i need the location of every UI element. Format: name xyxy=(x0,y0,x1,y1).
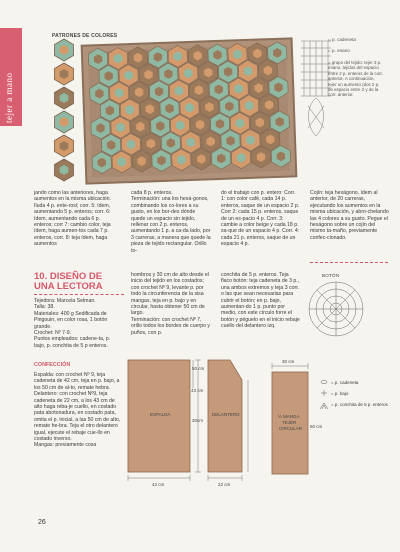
dim-43: 43 cm xyxy=(191,388,204,393)
delantero-label: DELANTERO xyxy=(212,412,240,417)
manga-label-1: ½ MANGA xyxy=(278,414,300,419)
section-tab xyxy=(0,28,22,126)
dim-42: 42 cm xyxy=(152,482,165,487)
hexagon-swatches xyxy=(50,40,80,190)
legend-enano: = p. enano xyxy=(328,48,350,53)
dim-30-top: 30 cm xyxy=(282,359,295,364)
top-text-col2: cada 8 p. enteros. Terminación: una los hexá-gonos, combinando los co-lores a su gusto, en los bor-des dónde quede un espacio sin tejido, rellenar con 2 p. enteros, aumentando 1 p. a ca-da lado, por 3 carreras, a manera que quede la pieza de tejido rectangular. Orillo to- xyxy=(131,190,211,254)
blanket-illustration xyxy=(80,36,298,186)
section-tab-label: tejer a mano xyxy=(4,72,14,123)
top-text-col3: do el trabajo con p. entero: Corr. 1: con color café, cada 14 p. enteros, saque de un espacio 2 p. Corr 2: cada 15 p. enteros, saque de un es-pacio 4 p. Corr. 3: cambie a color beige y cada 18 p. sa-que de un espacio 4 p. Corr. 4: cada 21 p. enteros, saque de un espacio 4 p. xyxy=(221,190,300,248)
divider-rule xyxy=(310,262,388,263)
page-number: 26 xyxy=(38,519,46,526)
key-conchita: = p. conchita de 5 p. enteros xyxy=(331,402,388,407)
middle-text-col3: conchita de 5 p. enteros. Teja flaco botón: teja cadeneta de 3 p., una ambos extremos y teja 3 corr. o las que sean necesarias para cubrir el botón; en p. bajo, aumentan-do 1 p. punto por medio, con este círculo forre el botón y péguelo en el inicio rebaje cuello del delantero izq. xyxy=(221,272,300,330)
legend-grupo: = grupo del tejido: tejer 3 p. enano, tejidos del espacio entre 2 p. enteros de la corr. anterior. A continuación, tejer un aumento (dos 2 p. de espacio entre 2 y de la corr. anterior. xyxy=(328,60,383,98)
patterns-title: PATRONES DE COLORES xyxy=(52,33,118,39)
manga-label-3: CIRCULAR xyxy=(279,426,303,431)
top-text-col4: Cojín: teja hexágono, ídem al anterior, de 20 carreras, ejecutando los aumentos en la misma ubicación, y abro-chelando las 4 colores a su gusto. Pegue el hexágono sobre un cojín del mismo ta-maño, previamente confec-cionado. xyxy=(310,190,389,241)
materials-text: Tejedora: Marcela Selman. Talla: 38. Materiales: 400 g Sedificada de Pingouin, en color rosa, 1 botón grande. Crochet: Nº 7-9. Puntos empleados: cadene-ta, p. bajo, p. conchita de 5 p enteros. xyxy=(34,298,111,349)
confeccion-text: Espalda: con crochet Nº 9, teja cadeneta de 42 cm, teja en p. bajo, a los 50 cm de al-to, remate hebra. Delantero: con crochet Nº9, teja cadeneta de 22 cm, a los 43 cm de alto haga reba-je cuello, en costado pata abotonadura, en costado pata, omita el p. inicial, a las 50 cm de alto, remate he-bra. Teja el otro delantero igual, ejecute el rebaje cue-llo en costado inverso. Mangas: previamente cosa xyxy=(34,372,121,449)
dim-50: 50 cm xyxy=(192,366,205,371)
confeccion-title: CONFECCIÓN xyxy=(34,362,71,368)
espalda-label: ESPALDA xyxy=(150,412,171,417)
dim-22: 22 cm xyxy=(218,482,231,487)
dim-30: 30cm xyxy=(192,418,204,423)
button-diagram xyxy=(305,280,367,338)
top-text-col1: jando como las anteriores, haga aumentos en la misma ubicación. Iluda 4 p. ente-rosl; corr. 5: ídem, aumentando 5 p. enteros; corr. 6: ídem, aumentando cada 6 p. enteros; corr 7: cambio color, teja ídem, haga aumen-tos cada 7 p. enteros, corr. 8: teja ídem, haga aumentos xyxy=(34,190,111,248)
key-bajo: = p. bajo xyxy=(331,391,349,396)
dim-50-side: 50 cm xyxy=(310,424,323,429)
garment-schematic xyxy=(122,358,323,490)
key-cadeneta: = p. cadeneta xyxy=(331,380,359,385)
manga-label-2: TEJER xyxy=(282,420,297,425)
middle-text-col2: hombros y 30 cm de alto desde el inicio del tejido en los costados; con crochet Nº 9, levante p. por todo la circunferencia de la sisa mangas, teja en p. bajo y en circular, hasta obtener 50 cm de largo. Terminación: con crochet Nº 7, orillo todos los bordes de cuerpo y puños, con p. xyxy=(131,272,211,336)
section-title: 10. DISEÑO DE UNA LECTORA xyxy=(34,271,103,292)
section-rule xyxy=(34,294,124,295)
legend-cadeneta: = p. cadeneta xyxy=(328,37,356,42)
crochet-symbol-diagram xyxy=(296,36,336,166)
boton-label: BOTÓN xyxy=(322,273,340,278)
key-symbols xyxy=(318,379,330,413)
